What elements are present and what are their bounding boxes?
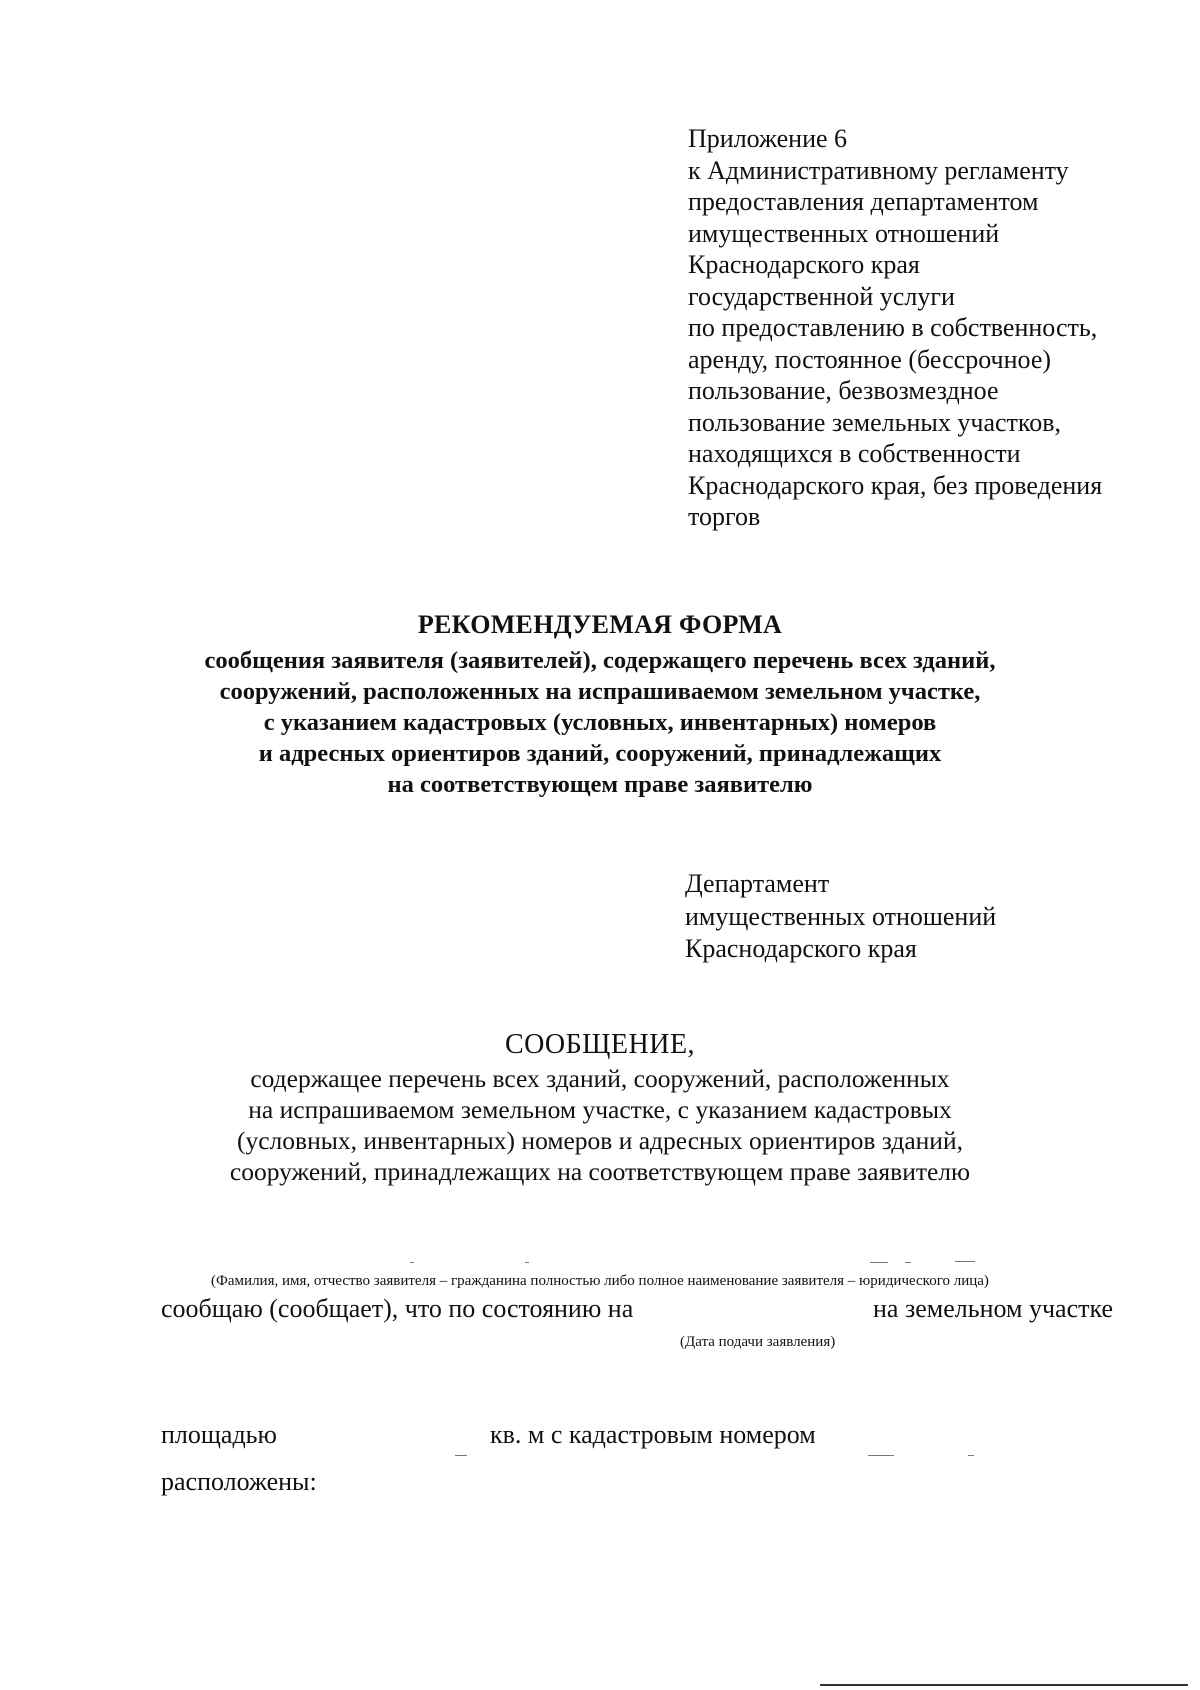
- message-line: (условных, инвентарных) номеров и адресных ориентиров зданий,: [237, 1126, 963, 1155]
- applicant-line-mark: [955, 1261, 975, 1262]
- appendix-line: предоставления департаментом: [688, 187, 1039, 216]
- cadastral-line-mark: [968, 1455, 974, 1456]
- recipient-line: имущественных отношений: [685, 901, 997, 931]
- area-label: площадью: [161, 1420, 277, 1449]
- cadastral-line-mark: [868, 1455, 894, 1456]
- appendix-line: пользование, безвозмездное: [688, 376, 999, 405]
- form-title-line: на соответствующем праве заявителю: [387, 771, 813, 798]
- form-title-line: сообщения заявителя (заявителей), содержащего перечень всех зданий,: [204, 647, 996, 674]
- recipient-line: Департамент: [685, 869, 830, 898]
- appendix-line: торгов: [688, 502, 761, 531]
- applicant-line-mark: [870, 1262, 888, 1263]
- appendix-line: государственной услуги: [688, 281, 955, 311]
- message-line: на испрашиваемом земельном участке, с указанием кадастровых: [248, 1095, 952, 1124]
- statement-left: сообщаю (сообщает), что по состоянию на: [161, 1294, 634, 1323]
- cadastral-label: кв. м с кадастровым номером: [490, 1420, 816, 1449]
- appendix-line: имущественных отношений: [688, 218, 1000, 248]
- form-title-line: и адресных ориентиров зданий, сооружений, принадлежащих: [258, 740, 942, 767]
- message-line: сооружений, принадлежащих на соответствующем праве заявителю: [229, 1157, 971, 1186]
- located-label: расположены:: [161, 1467, 317, 1496]
- applicant-line-mark: [525, 1262, 529, 1263]
- appendix-line: пользование земельных участков,: [688, 407, 1061, 437]
- form-title-line: с указанием кадастровых (условных, инвентарных) номеров: [263, 709, 937, 736]
- form-title-line: сооружений, расположенных на испрашиваемом земельном участке,: [219, 678, 981, 705]
- message-heading: СООБЩЕНИЕ,: [504, 1029, 696, 1060]
- appendix-line: аренду, постоянное (бессрочное): [688, 344, 1052, 374]
- applicant-line-mark: [905, 1262, 911, 1263]
- recipient-line: Краснодарского края: [685, 934, 917, 963]
- appendix-line: находящихся в собственности: [688, 439, 1021, 468]
- appendix-line: Краснодарского края, без проведения: [688, 470, 1103, 500]
- appendix-line: Краснодарского края: [688, 250, 920, 279]
- bottom-rule: [820, 1684, 1188, 1686]
- recipient-block: [685, 868, 996, 966]
- applicant-caption: (Фамилия, имя, отчество заявителя – гражданина полностью либо полное наименование заявителя – юридического лица): [211, 1273, 989, 1289]
- area-line-mark: [455, 1455, 467, 1456]
- form-title: [0, 607, 1200, 800]
- appendix-line: по предоставлению в собственность,: [688, 313, 1098, 342]
- appendix-line: Приложение 6: [688, 124, 848, 153]
- date-caption: (Дата подачи заявления): [680, 1334, 836, 1350]
- message-line: содержащее перечень всех зданий, сооружений, расположенных: [250, 1064, 950, 1093]
- appendix-header: [688, 123, 1188, 533]
- message-block: [0, 1027, 1200, 1187]
- form-title-main: РЕКОМЕНДУЕМАЯ ФОРМА: [417, 610, 783, 639]
- appendix-line: к Административному регламенту: [688, 155, 1069, 185]
- applicant-line-mark: [410, 1262, 414, 1263]
- statement-right: на земельном участке: [873, 1294, 1114, 1323]
